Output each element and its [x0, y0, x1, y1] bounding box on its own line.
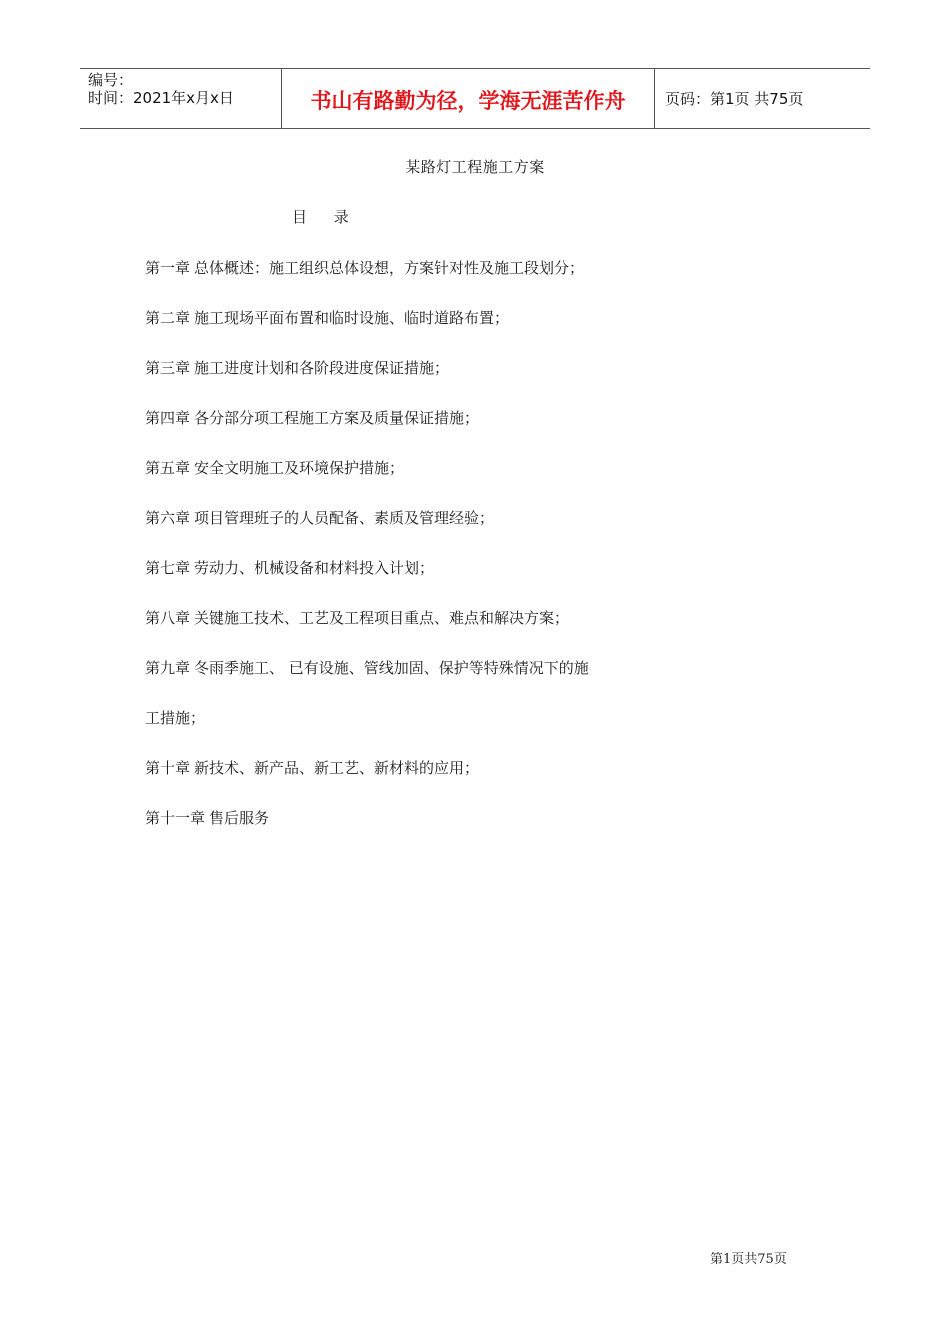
document-title: 某路灯工程施工方案	[405, 158, 545, 176]
header-motto: 书山有路勤为径，学海无涯苦作舟	[282, 69, 655, 128]
toc-item	[145, 306, 665, 356]
header-meta	[80, 69, 282, 128]
toc-chapter-number: 第四章	[145, 409, 191, 427]
header-time-label: 时间：2021年x月x日	[88, 89, 234, 107]
toc-item	[145, 606, 665, 656]
toc-item	[145, 556, 665, 606]
toc-chapter-number: 第五章	[145, 459, 191, 477]
toc-chapter-text: 总体概述：施工组织总体设想，方案针对性及施工段划分；	[194, 259, 585, 277]
toc-chapter-text: 劳动力、机械设备和材料投入计划；	[194, 559, 435, 577]
toc-item	[145, 756, 665, 806]
header-page-info: 页码：第1页 共75页	[665, 90, 804, 108]
toc-chapter-number: 第八章	[145, 609, 191, 627]
toc-chapter-text: 关键施工技术、工艺及工程项目重点、难点和解决方案；	[194, 609, 570, 627]
header-number-label: 编号：	[88, 71, 134, 89]
toc-item	[145, 806, 665, 856]
toc-item	[145, 256, 665, 306]
toc-chapter-text: 施工现场平面布置和临时设施、临时道路布置；	[194, 309, 510, 327]
toc-chapter-number: 第一章	[145, 259, 191, 277]
toc-item	[145, 456, 665, 506]
toc-chapter-number: 第七章	[145, 559, 191, 577]
toc-chapter-text: 售后服务	[209, 809, 270, 827]
toc-chapter-text: 新技术、新产品、新工艺、新材料的应用；	[194, 759, 480, 777]
toc-chapter-number: 第九章	[145, 659, 191, 677]
toc-chapter-number: 第十一章	[145, 809, 206, 827]
page-header	[80, 68, 870, 129]
page-footer: 第1页共75页	[710, 1252, 787, 1267]
toc-chapter-text: 安全文明施工及环境保护措施；	[194, 459, 405, 477]
toc-chapter-text: 工措施；	[145, 709, 206, 727]
toc-chapter-number: 第十章	[145, 759, 191, 777]
toc-item	[145, 356, 665, 406]
toc-item	[145, 406, 665, 456]
toc-chapter-number: 第六章	[145, 509, 191, 527]
toc-chapter-text: 项目管理班子的人员配备、素质及管理经验；	[194, 509, 495, 527]
toc-item-continuation	[145, 706, 665, 756]
toc-chapter-text: 冬雨季施工、 已有设施、管线加固、保护等特殊情况下的施	[194, 659, 589, 677]
toc-chapter-text: 各分部分项工程施工方案及质量保证措施；	[194, 409, 480, 427]
toc-chapter-text: 施工进度计划和各阶段进度保证措施；	[194, 359, 450, 377]
toc-chapter-number: 第三章	[145, 359, 191, 377]
toc-heading: 目 录	[292, 208, 349, 226]
toc-item	[145, 656, 665, 706]
toc-chapter-number: 第二章	[145, 309, 191, 327]
table-of-contents	[145, 256, 665, 856]
toc-item	[145, 506, 665, 556]
